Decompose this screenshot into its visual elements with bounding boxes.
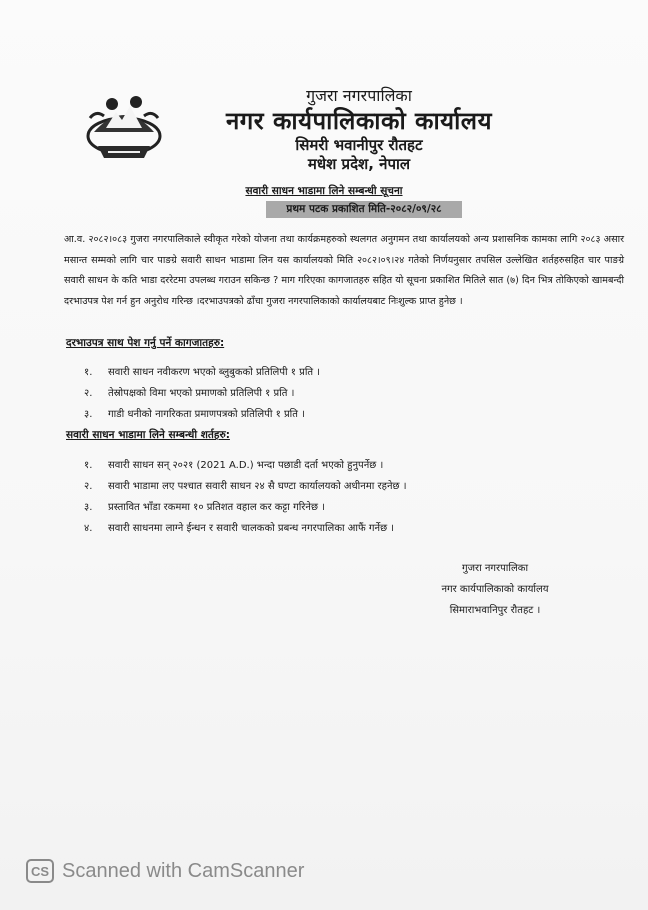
signature-line-1: गुजरा नगरपालिका: [461, 563, 529, 574]
list-item: [84, 518, 604, 539]
province-country: मधेश प्रदेश, नेपाल: [307, 155, 411, 173]
item-text: सवारी भाडामा लए पश्चात सवारी साधन २४ सै घण्टा कार्यालयको अधीनमा रहनेछ ।: [108, 481, 407, 492]
notice-subject: सवारी साधन भाडामा लिने सम्बन्धी सूचना: [245, 185, 403, 197]
item-number: ३.: [84, 409, 93, 420]
list-item: [84, 476, 604, 497]
list-item: [84, 383, 604, 404]
publication-date: प्रथम पटक प्रकाशित मिति-२०८२/०९/२८: [266, 201, 462, 218]
nepal-emblem-icon: [84, 88, 164, 162]
signature-line-2: नगर कार्यपालिकाको कार्यालय: [441, 584, 549, 595]
conditions-list: [84, 455, 604, 539]
camscanner-watermark: [26, 859, 304, 883]
item-number: ३.: [84, 502, 93, 513]
list-item: [84, 455, 604, 476]
item-text: सवारी साधन सन् २०२१ (2021 A.D.) भन्दा पछाडी दर्ता भएको हुनुपर्नेछ ।: [108, 460, 384, 471]
item-text: प्रस्तावित भाँडा रकममा १० प्रतिशत वहाल कर कट्टा गरिनेछ ।: [108, 502, 325, 513]
notice-body: आ.व. २०८२।०८३ गुजरा नगरपालिकाले स्वीकृत गरेको योजना तथा कार्यक्रमहरुको स्थलगत अनुगमन तथा कार्यालयको अन्य प्रशासनिक कामका लागि २०८३ असार मसान्त सम्मको लागि चार पाङग्रे सवारी साधन भाडामा लिन यस कार्यालयको मिति २०८२।०९।२४ गतेको निर्णयनुसार तपसिल उल्लेखित शर्तहरुसहित चार पाङग्रे सवारी साधन के कति भाडा दररेटमा उपलब्ध गराउन सकिन्छ ? माग गरिएका कागजातहरु सहित यो सूचना प्रकाशित मितिले सात (७) दिन भित्र तोकिएको खामबन्दी दरभाउपत्र पेश गर्न हुन अनुरोध गरिन्छ ।दरभाउपत्रको ढाँचा गुजरा नगरपालिकाको कार्यालयबाट निःशुल्क प्राप्त हुनेछ ।: [64, 234, 625, 307]
item-number: २.: [84, 388, 93, 399]
office-location: सिमरी भवानीपुर रौतहट: [295, 136, 423, 154]
list-item: [84, 362, 604, 383]
watermark-text: Scanned with CamScanner: [62, 859, 305, 882]
conditions-section-title: सवारी साधन भाडामा लिने सम्बन्धी शर्तहरु:: [66, 429, 230, 441]
signature-line-3: सिमाराभवानिपुर रौतहट ।: [449, 605, 541, 616]
item-text: सवारी साधनमा लाग्ने ईन्धन र सवारी चालकको प्रबन्ध नगरपालिका आफैं गर्नेछ ।: [108, 523, 395, 534]
item-text: तेस्रोपक्षको विमा भएको प्रमाणको प्रतिलिपी १ प्रति ।: [108, 388, 295, 399]
office-name: नगर कार्यपालिकाको कार्यालय: [225, 107, 493, 135]
item-text: गाडी धनीको नागरिकता प्रमाणपत्रको प्रतिलिपी १ प्रति ।: [108, 409, 305, 420]
municipality-name: गुजरा नगरपालिका: [306, 86, 412, 105]
office-header: [160, 86, 558, 174]
item-number: ४.: [84, 523, 93, 534]
documents-section-title: दरभाउपत्र साथ पेश गर्नु पर्ने कागजातहरु:: [66, 337, 225, 349]
item-number: २.: [84, 481, 93, 492]
documents-list: [84, 362, 604, 425]
item-number: १.: [84, 460, 93, 471]
list-item: [84, 404, 604, 425]
item-text: सवारी साधन नवीकरण भएको ब्लुबुकको प्रतिलिपी १ प्रति ।: [108, 367, 321, 378]
camscanner-logo-icon: CS: [26, 859, 54, 883]
item-number: १.: [84, 367, 93, 378]
list-item: [84, 497, 604, 518]
signature-block: [400, 558, 590, 621]
